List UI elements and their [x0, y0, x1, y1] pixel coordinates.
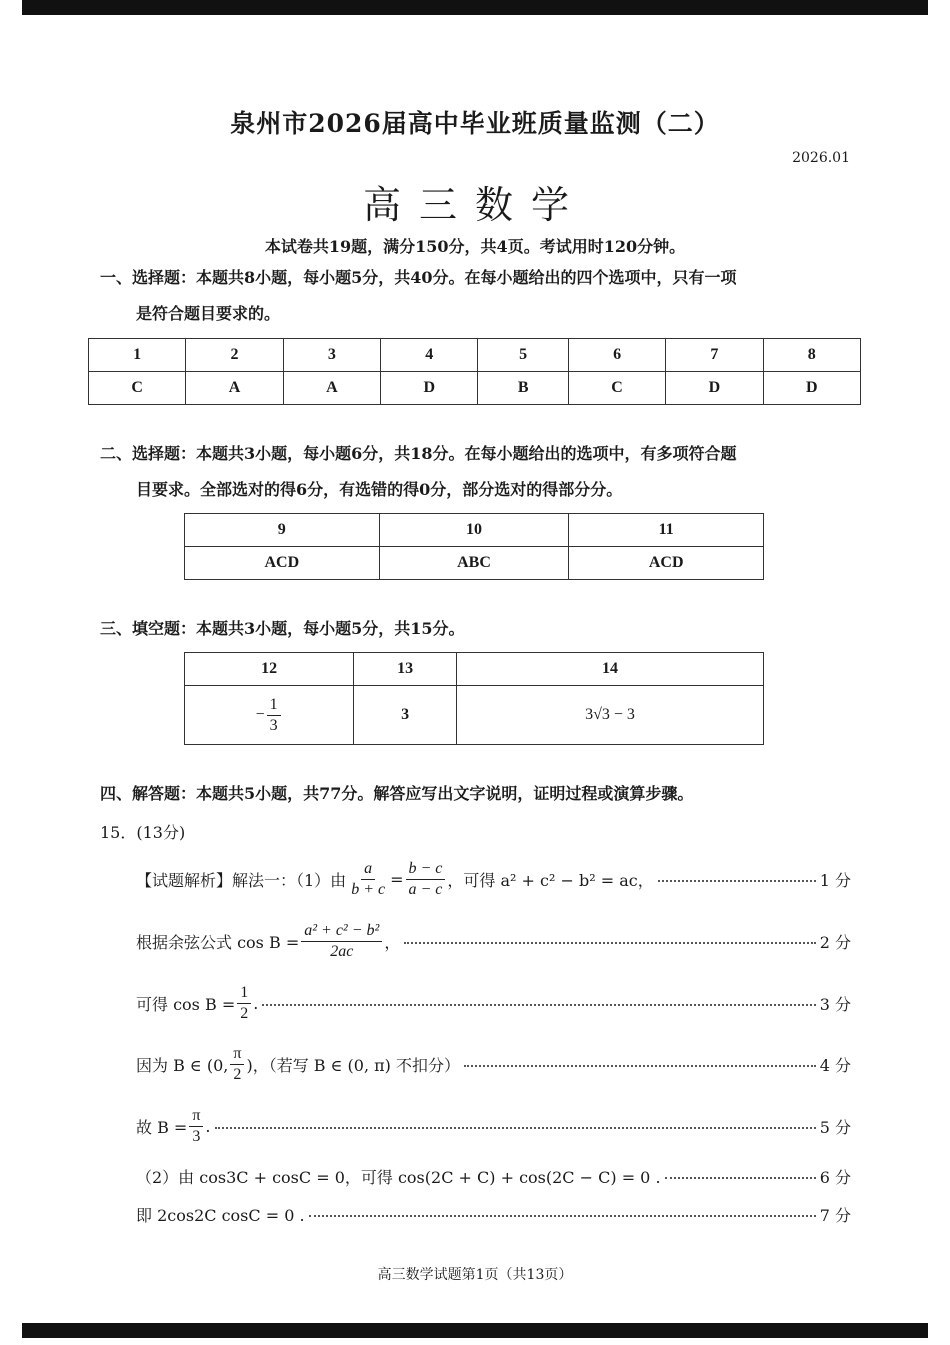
answer-cell: C — [89, 372, 186, 405]
dot-leader — [658, 880, 816, 882]
dot-leader — [309, 1215, 816, 1217]
denominator: b + c — [351, 880, 386, 898]
section-2-line-1: 二、选择题：本题共3小题，每小题6分，共18分。在每小题给出的选项中，有多项符合题 — [100, 444, 737, 463]
header-cell: 9 — [185, 514, 380, 547]
minus-sign: − — [255, 706, 265, 723]
score-label: 4 分 — [819, 1055, 851, 1075]
denominator: 2ac — [330, 942, 354, 960]
answer-cell: B — [478, 372, 568, 405]
line-text: 【试题解析】解法一：（1）由 — [136, 870, 347, 890]
solution-line-1 — [136, 856, 851, 902]
solution-line-4 — [136, 1041, 851, 1087]
answer-cell: C — [568, 372, 665, 405]
line-text: ， — [384, 932, 401, 952]
solution-line-5 — [136, 1103, 851, 1149]
answer-cell-14: 3√3 − 3 — [457, 686, 764, 745]
denominator: 3 — [269, 716, 278, 734]
score-label: 2 分 — [819, 932, 851, 952]
subject-heading: 高三数学 — [362, 183, 587, 227]
numerator: π — [189, 1106, 203, 1127]
dot-leader — [404, 942, 815, 944]
score-label: 3 分 — [819, 994, 851, 1014]
dot-leader — [464, 1065, 816, 1067]
score-label: 1 分 — [819, 870, 851, 890]
line-text: 根据余弦公式 cos B = — [136, 932, 300, 952]
solution-line-3 — [136, 980, 851, 1026]
header-cell: 3 — [283, 339, 380, 372]
dot-leader — [215, 1127, 816, 1129]
section-4-heading: 四、解答题：本题共5小题，共77分。解答应写出文字说明，证明过程或演算步骤。 — [100, 784, 694, 803]
answer-cell: ACD — [569, 547, 764, 580]
numerator: 1 — [267, 695, 281, 716]
exam-date: 2026.01 — [792, 150, 850, 166]
answer-cell: D — [381, 372, 478, 405]
fraction — [301, 921, 382, 962]
bottom-border-bar — [22, 1323, 928, 1338]
solution-line-2 — [136, 918, 851, 964]
score-label: 6 分 — [819, 1167, 851, 1187]
line-text: 可得 cos B = — [136, 994, 236, 1014]
denominator: 2 — [233, 1065, 242, 1083]
fraction — [406, 859, 446, 900]
line-text: 故 B = — [136, 1117, 188, 1137]
section-2-line-2: 目要求。全部选对的得6分，有选错的得0分，部分选对的得部分分。 — [136, 480, 623, 499]
denominator: 3 — [192, 1127, 201, 1145]
line-text: 因为 B ∈ (0, — [136, 1055, 229, 1075]
answer-cell: D — [763, 372, 860, 405]
header-cell: 2 — [186, 339, 283, 372]
table-answer-row — [89, 372, 861, 405]
fraction-answer — [256, 695, 283, 736]
fraction — [348, 859, 388, 900]
equals-sign: = — [390, 869, 404, 889]
line-text: （2）由 cos3C + cosC = 0，可得 cos(2C + C) + cos(2C − C) = 0 . — [136, 1167, 661, 1187]
section-1-line-1: 一、选择题：本题共8小题，每小题5分，共40分。在每小题给出的四个选项中，只有一项 — [100, 268, 737, 287]
dot-leader — [665, 1177, 816, 1179]
score-label: 7 分 — [819, 1205, 851, 1225]
header-cell: 7 — [666, 339, 763, 372]
table-header-row — [185, 653, 764, 686]
section-1-line-2: 是符合题目要求的。 — [136, 304, 281, 323]
header-cell: 14 — [457, 653, 764, 686]
numerator: 1 — [237, 983, 251, 1004]
answer-cell: ACD — [185, 547, 380, 580]
fraction — [237, 983, 251, 1024]
denominator: a − c — [408, 880, 443, 898]
section-1-heading — [100, 260, 860, 332]
answer-cell: A — [283, 372, 380, 405]
fraction — [189, 1106, 203, 1147]
numerator: b − c — [406, 859, 446, 880]
question-15-heading: 15．(13分) — [100, 823, 186, 842]
exam-intro: 本试卷共19题，满分150分，共4页。考试用时120分钟。 — [264, 237, 686, 256]
header-cell: 5 — [478, 339, 568, 372]
page-footer: 高三数学试题第1页（共13页） — [377, 1267, 573, 1283]
answer-cell: A — [186, 372, 283, 405]
answer-cell-12 — [185, 686, 354, 745]
solution-line-7 — [136, 1200, 851, 1228]
top-border-bar — [22, 0, 928, 15]
fraction — [267, 695, 281, 736]
exam-title: 泉州市2026届高中毕业班质量监测（二） — [230, 109, 720, 138]
section-3-heading: 三、填空题：本题共3小题，每小题5分，共15分。 — [100, 619, 465, 638]
line-text: )，（若写 B ∈ (0, π) 不扣分） — [246, 1055, 460, 1075]
dot-leader — [262, 1004, 815, 1006]
section-2-heading — [100, 436, 860, 508]
numerator: π — [230, 1044, 244, 1065]
denominator: 2 — [240, 1004, 249, 1022]
line-text: . — [205, 1116, 211, 1136]
section-2-answer-table — [184, 513, 764, 580]
table-answer-row — [185, 547, 764, 580]
score-label: 5 分 — [819, 1117, 851, 1137]
numerator: a² + c² − b² — [301, 921, 382, 942]
header-cell: 4 — [381, 339, 478, 372]
answer-cell: D — [666, 372, 763, 405]
header-cell: 1 — [89, 339, 186, 372]
header-cell: 6 — [568, 339, 665, 372]
line-text: 即 2cos2C cosC = 0 . — [136, 1205, 305, 1225]
answer-cell-13: 3 — [354, 686, 457, 745]
line-text: . — [253, 993, 259, 1013]
header-cell: 11 — [569, 514, 764, 547]
table-header-row — [89, 339, 861, 372]
table-answer-row — [185, 686, 764, 745]
line-text: ，可得 a² + c² − b² = ac， — [447, 870, 654, 890]
header-cell: 10 — [379, 514, 569, 547]
header-cell: 13 — [354, 653, 457, 686]
section-3-answer-table — [184, 652, 764, 745]
solution-line-6 — [136, 1162, 851, 1190]
answer-cell: ABC — [379, 547, 569, 580]
table-header-row — [185, 514, 764, 547]
header-cell: 12 — [185, 653, 354, 686]
section-1-answer-table — [88, 338, 861, 405]
numerator: a — [361, 859, 375, 880]
fraction — [230, 1044, 244, 1085]
header-cell: 8 — [763, 339, 860, 372]
